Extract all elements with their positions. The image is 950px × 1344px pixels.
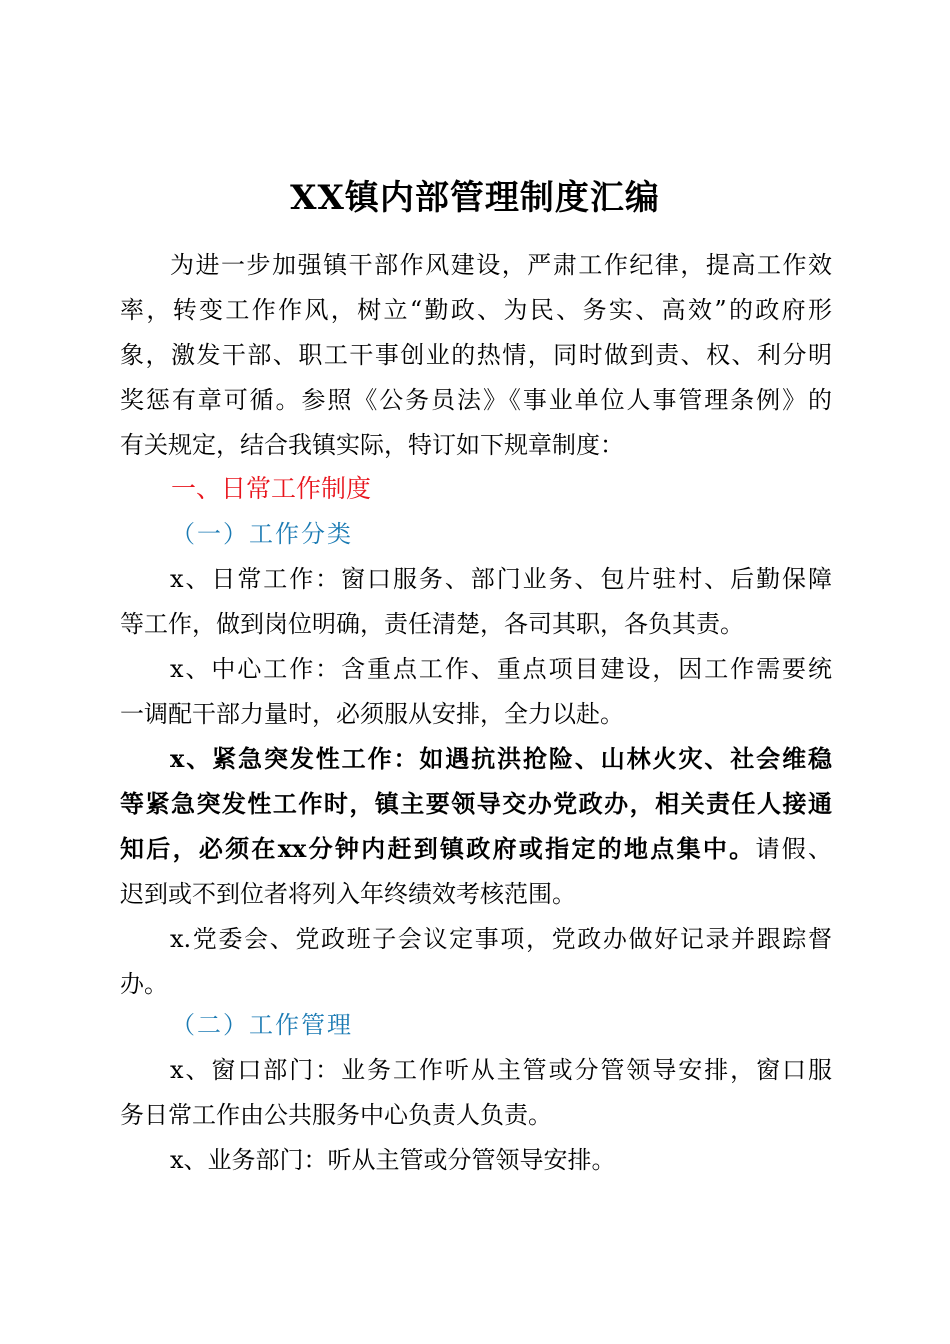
paragraph-line: x、窗口部门：业务工作听从主管或分管领导安排，窗口服 — [170, 1056, 832, 1084]
document-title: XX镇内部管理制度汇编 — [290, 178, 660, 218]
paragraph-line-mixed — [120, 827, 832, 871]
paragraph-line: 务日常工作由公共服务中心负责人负责。 — [120, 1101, 552, 1129]
bold-text: 知后，必须在xx分钟内赶到镇政府或指定的地点集中。 — [120, 834, 756, 863]
intro-line: 率，转变工作作风，树立“勤政、为民、务实、高效”的政府形 — [120, 296, 832, 324]
paragraph-line: 一调配干部力量时，必须服从安排，全力以赴。 — [120, 700, 624, 728]
paragraph-line: x、业务部门：听从主管或分管领导安排。 — [170, 1146, 616, 1174]
paragraph-line: 迟到或不到位者将列入年终绩效考核范围。 — [120, 880, 576, 908]
paragraph-line: x.党委会、党政班子会议定事项，党政办做好记录并跟踪督 — [170, 925, 832, 953]
paragraph-line: 办。 — [120, 970, 168, 998]
paragraph-line: x、紧急突发性工作：如遇抗洪抢险、山林火灾、社会维稳 — [170, 744, 832, 773]
intro-line: 有关规定，结合我镇实际，特订如下规章制度： — [120, 431, 624, 459]
paragraph-line: x、日常工作：窗口服务、部门业务、包片驻村、后勤保障 — [170, 565, 832, 593]
section-heading: 一、日常工作制度 — [171, 474, 372, 503]
intro-line: 奖惩有章可循。参照《公务员法》《事业单位人事管理条例》的 — [120, 386, 832, 414]
normal-text: 请假、 — [755, 835, 832, 863]
intro-line: 象，激发干部、职工干事创业的热情，同时做到责、权、利分明 — [120, 341, 832, 369]
paragraph-line: x、中心工作：含重点工作、重点项目建设，因工作需要统 — [170, 655, 832, 683]
subsection-heading: （二）工作管理 — [171, 1011, 353, 1039]
paragraph-line: 等紧急突发性工作时，镇主要领导交办党政办，相关责任人接通 — [120, 789, 832, 818]
intro-line: 为进一步加强镇干部作风建设，严肃工作纪律，提高工作效 — [170, 251, 832, 279]
subsection-heading: （一）工作分类 — [171, 520, 353, 548]
paragraph-line: 等工作，做到岗位明确，责任清楚，各司其职，各负其责。 — [120, 610, 744, 638]
